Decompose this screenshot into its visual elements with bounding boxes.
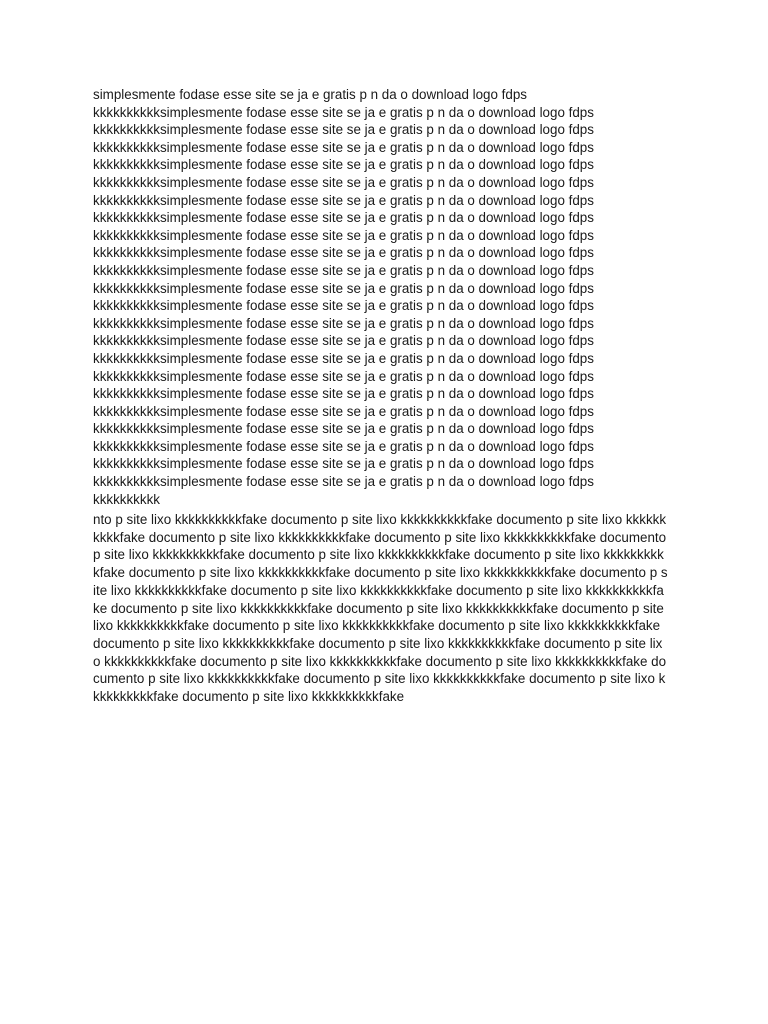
text-line: kkkkkkkkkksimplesmente fodase esse site se ja e gratis p n da o download logo fdps bbox=[93, 262, 594, 278]
repeated-text-lines bbox=[93, 86, 673, 508]
text-line: kkkkkkkkkksimplesmente fodase esse site se ja e gratis p n da o download logo fdps bbox=[93, 421, 594, 437]
text-line: kkkkkkkkkksimplesmente fodase esse site se ja e gratis p n da o download logo fdps bbox=[93, 368, 594, 384]
text-line: kkkkkkkkkksimplesmente fodase esse site se ja e gratis p n da o download logo fdps bbox=[93, 192, 594, 208]
text-line: kkkkkkkkkksimplesmente fodase esse site se ja e gratis p n da o download logo fdps bbox=[93, 210, 594, 226]
text-line: kkkkkkkkkksimplesmente fodase esse site se ja e gratis p n da o download logo fdps bbox=[93, 227, 594, 243]
text-line: simplesmente fodase esse site se ja e gratis p n da o download logo fdps bbox=[93, 87, 527, 102]
text-line: kkkkkkkkkksimplesmente fodase esse site se ja e gratis p n da o download logo fdps bbox=[93, 438, 594, 454]
text-line: kkkkkkkkkksimplesmente fodase esse site se ja e gratis p n da o download logo fdps bbox=[93, 333, 594, 349]
text-line: kkkkkkkkkksimplesmente fodase esse site se ja e gratis p n da o download logo fdps bbox=[93, 245, 594, 261]
text-line: kkkkkkkkkksimplesmente fodase esse site se ja e gratis p n da o download logo fdps bbox=[93, 298, 594, 314]
text-line: kkkkkkkkkksimplesmente fodase esse site se ja e gratis p n da o download logo fdps bbox=[93, 280, 594, 296]
text-line: kkkkkkkkkksimplesmente fodase esse site se ja e gratis p n da o download logo fdps bbox=[93, 104, 594, 120]
text-line: kkkkkkkkkksimplesmente fodase esse site se ja e gratis p n da o download logo fdps bbox=[93, 403, 594, 419]
text-line: kkkkkkkkkksimplesmente fodase esse site se ja e gratis p n da o download logo fdps bbox=[93, 139, 594, 155]
text-line: kkkkkkkkkksimplesmente fodase esse site se ja e gratis p n da o download logo fdps bbox=[93, 456, 594, 472]
text-line: kkkkkkkkkksimplesmente fodase esse site se ja e gratis p n da o download logo fdps bbox=[93, 157, 594, 173]
text-line: kkkkkkkkkksimplesmente fodase esse site se ja e gratis p n da o download logo fdps bbox=[93, 174, 594, 190]
paragraph: nto p site lixo kkkkkkkkkkfake documento p site lixo kkkkkkkkkkfake documento p site lixo kkkkkkkkkkfake documento p site lixo kkkkkkkkkkfake documento p site lixo kkkkkkkkkkfake documento p site lixo kkkkkkkkkkfake documento p site lixo kkkkkkkkkkfake documento p site lixo kkkkkkkkkkfake documento p site lixo kkkkkkkkkkfake documento p site lixo kkkkkkkkkkfake documento p site lixo kkkkkkkkkkfake documento p site lixo kkkkkkkkkkfake documento p site lixo kkkkkkkkkkfake documento p site lixo kkkkkkkkkkfake documento p site lixo kkkkkkkkkkfake documento p site lixo kkkkkkkkkkfake documento p site lixo kkkkkkkkkkfake documento p site lixo kkkkkkkkkkfake documento p site lixo kkkkkkkkkkfake documento p site lixo kkkkkkkkkkfake documento p site lixo kkkkkkkkkkfake documento p site lixo kkkkkkkkkkfake documento p site lixo kkkkkkkkkkfake documento p site lixo kkkkkkkkkkfake documento p site lixo kkkkkkkkkkfake documento p site lixo kkkkkkkkkkfake documento p site lixo kkkkkkkkkkfake bbox=[93, 512, 668, 705]
text-line: kkkkkkkkkksimplesmente fodase esse site se ja e gratis p n da o download logo fdps bbox=[93, 122, 594, 138]
text-line: kkkkkkkkkk bbox=[93, 491, 160, 507]
text-line: kkkkkkkkkksimplesmente fodase esse site se ja e gratis p n da o download logo fdps bbox=[93, 350, 594, 366]
text-line: kkkkkkkkkksimplesmente fodase esse site se ja e gratis p n da o download logo fdps bbox=[93, 474, 594, 490]
text-line: kkkkkkkkkksimplesmente fodase esse site se ja e gratis p n da o download logo fdps bbox=[93, 315, 594, 331]
text-line: kkkkkkkkkksimplesmente fodase esse site se ja e gratis p n da o download logo fdps bbox=[93, 386, 594, 402]
